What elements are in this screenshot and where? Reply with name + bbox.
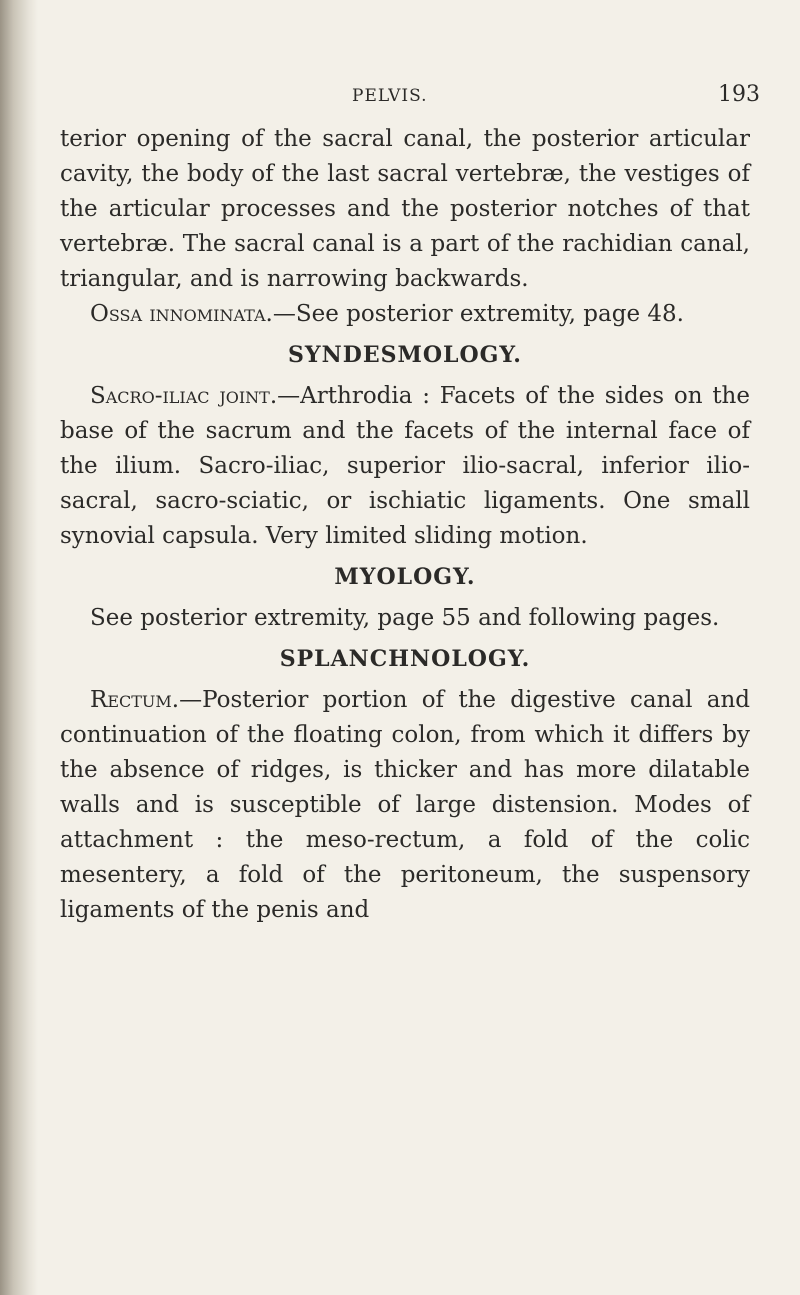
body-text [60, 122, 750, 928]
book-page [60, 0, 760, 1295]
page-number: 193 [718, 82, 760, 107]
section-heading-splanchnology: SPLANCHNOLOGY. [279, 646, 531, 672]
section-heading-myology: MYOLOGY. [334, 564, 476, 590]
paragraph-sacro-iliac-joint [60, 379, 750, 554]
paragraph-continuation: terior opening of the sacral canal, the posterior articular cavity, the body of the last sacral vertebræ, the vestiges of the articular processes and the posterior notches of that vertebræ. The sacral canal is a part of the rachidian canal, triangular, and is narrowing backwards. [60, 126, 750, 292]
entry-text: —Arthrodia : Facets of the sides on the base of the sacrum and the facets of the internal face of the ilium. Sacro-iliac, superior ilio-sacral, inferior ilio-sacral, sacro-sciatic, or ischiatic ligaments. One small synovial capsula. Very limited sliding motion. [60, 383, 750, 549]
entry-text: —Posterior portion of the digestive canal and continuation of the floating colon, from which it differs by the absence of ridges, is thicker and has more dilatable walls and is susceptible of large distension. Modes of attachment : the meso-rectum, a fold of the colic mesentery, a fold of the peritoneum, the suspensory ligaments of the penis and [60, 687, 750, 923]
running-head [60, 82, 760, 112]
entry-term: Sacro-iliac joint. [90, 383, 278, 409]
paragraph-rectum [60, 683, 750, 928]
paragraph-ossa-innominata [60, 297, 750, 332]
running-title: PELVIS. [352, 86, 428, 106]
entry-term: Ossa innominata. [90, 301, 273, 327]
paragraph-myology: See posterior extremity, page 55 and following pages. [90, 605, 720, 631]
entry-term: Rectum. [90, 687, 180, 713]
book-spine-shadow [0, 0, 38, 1295]
entry-text: —See posterior extremity, page 48. [272, 301, 684, 327]
section-heading-syndesmology: SYNDESMOLOGY. [288, 342, 522, 368]
